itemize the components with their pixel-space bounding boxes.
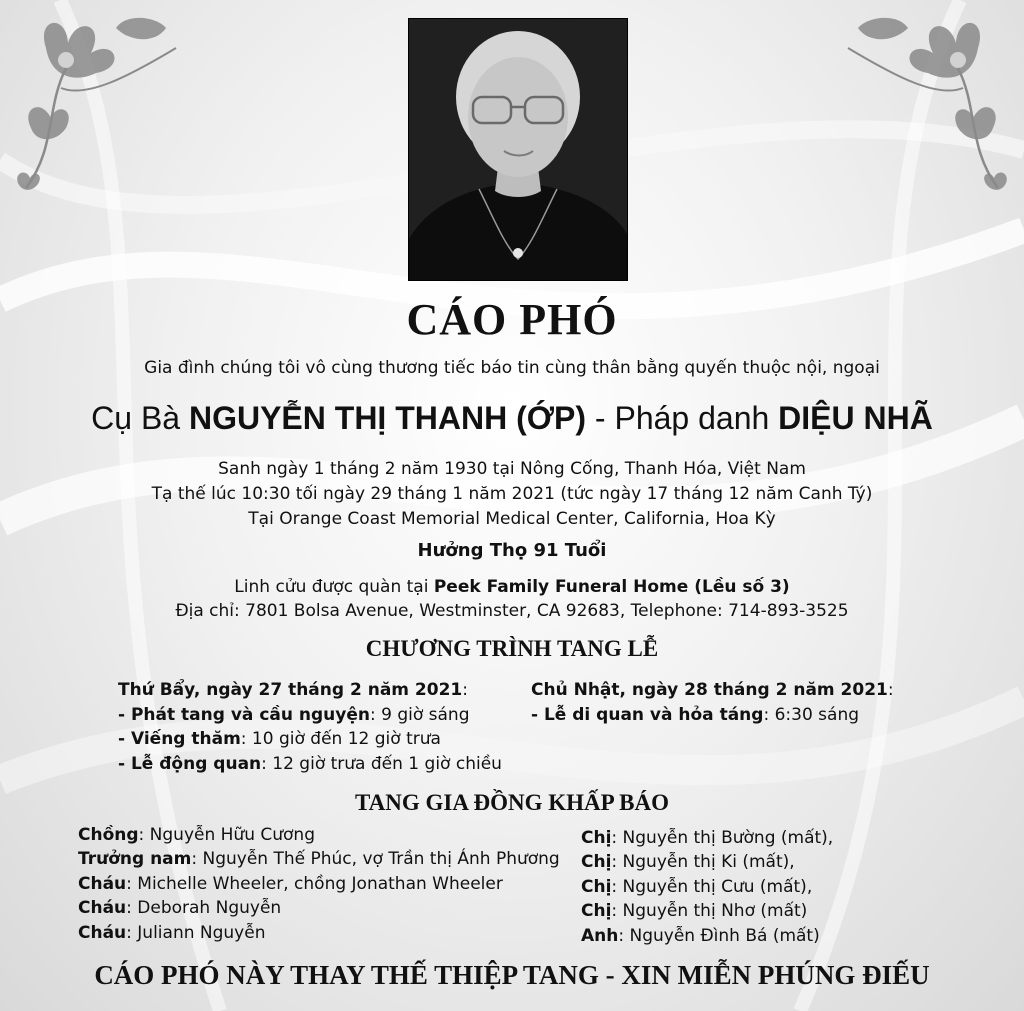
family-names: : Nguyễn thị Bường (mất), (611, 828, 834, 848)
family-names: : Deborah Nguyễn (126, 898, 282, 919)
page-title: CÁO PHÓ (406, 295, 618, 344)
schedule-date: Thứ Bẩy, ngày 27 tháng 2 năm 2021: (118, 680, 468, 700)
family-relation: Chị (581, 828, 612, 848)
schedule-date-text: Chủ Nhật, ngày 28 tháng 2 năm 2021 (531, 680, 888, 700)
schedule-date-text: Thứ Bẩy, ngày 27 tháng 2 năm 2021 (118, 680, 463, 700)
family-relation: Cháu (78, 922, 127, 943)
schedule-item (118, 752, 502, 777)
family-member (581, 899, 833, 923)
dharma-name: DIỆU NHÃ (778, 400, 933, 436)
family-member (78, 921, 560, 945)
schedule-item-time: : 10 giờ đến 12 giờ trưa (240, 729, 441, 749)
funeral-home-name: Peek Family Funeral Home (Lều số 3) (433, 577, 790, 597)
death-info: Tạ thế lúc 10:30 tối ngày 29 tháng 1 năm 2021 (tức ngày 17 tháng 12 năm Canh Tý) (151, 484, 873, 504)
schedule-date: Chủ Nhật, ngày 28 tháng 2 năm 2021: (531, 680, 894, 700)
birth-info: Sanh ngày 1 tháng 2 năm 1930 tại Nông Cống, Thanh Hóa, Việt Nam (218, 459, 806, 479)
family-relation: Chị (581, 852, 612, 873)
family-names: : Nguyễn Đình Bá (mất) (618, 925, 820, 946)
deceased-name-line (0, 400, 1024, 437)
portrait-photo (408, 18, 628, 281)
family-names: : Nguyễn thị Nhơ (mất) (611, 901, 808, 922)
family-relation: Chị (581, 901, 612, 922)
family-list-left (78, 823, 560, 945)
funeral-home-address: Địa chỉ: 7801 Bolsa Avenue, Westminster, CA 92683, Telephone: 714-893-3525 (175, 601, 849, 621)
family-member (581, 850, 833, 874)
family-heading: TANG GIA ĐỒNG KHẤP BÁO (355, 790, 669, 815)
schedule-item (118, 703, 502, 728)
family-names: : Michelle Wheeler, chồng Jonathan Wheeler (126, 873, 503, 894)
name-prefix: Cụ Bà (91, 400, 189, 436)
family-names: : Nguyễn thị Ki (mất), (611, 852, 795, 873)
family-member (581, 924, 833, 948)
schedule-item-time: : 9 giờ sáng (369, 704, 470, 725)
footer-notice: CÁO PHÓ NÀY THAY THẾ THIỆP TANG - XIN MIỄN PHÚNG ĐIẾU (94, 960, 930, 990)
family-member (78, 872, 560, 896)
deceased-name: NGUYỄN THỊ THANH (ỚP) (188, 400, 587, 436)
family-names: : Juliann Nguyễn (126, 922, 266, 943)
age-line: Hưởng Thọ 91 Tuổi (417, 540, 607, 561)
lotus-ornament-left (6, 8, 206, 198)
family-relation: Chồng (78, 825, 139, 845)
portrait-illustration (409, 19, 627, 280)
schedule-item (118, 727, 502, 752)
schedule-item-label: - Phát tang và cầu nguyện (118, 704, 370, 725)
schedule-day-2 (531, 678, 894, 727)
family-names: : Nguyễn thị Cưu (mất), (611, 876, 813, 897)
family-relation: Trưởng nam (78, 849, 192, 870)
family-relation: Anh (581, 925, 619, 946)
family-member (78, 823, 560, 847)
family-list-right (581, 826, 833, 948)
family-names: : Nguyễn Hữu Cương (138, 825, 315, 845)
family-relation: Cháu (78, 873, 127, 894)
schedule-item-time: : 6:30 sáng (763, 704, 860, 725)
family-member (78, 896, 560, 920)
death-place: Tại Orange Coast Memorial Medical Center, California, Hoa Kỳ (248, 509, 776, 529)
family-relation: Cháu (78, 898, 127, 919)
family-member (581, 826, 833, 850)
family-member (78, 847, 560, 871)
lotus-ornament-right (818, 8, 1018, 198)
schedule-item-time: : 12 giờ trưa đến 1 giờ chiều (261, 753, 502, 774)
schedule-item-label: - Lễ di quan và hỏa táng (531, 704, 764, 725)
program-heading: CHƯƠNG TRÌNH TANG LỄ (365, 636, 659, 661)
family-relation: Chị (581, 876, 612, 897)
schedule-item (531, 703, 894, 728)
family-member (581, 875, 833, 899)
schedule-item-label: - Lễ động quan (118, 753, 262, 774)
family-names: : Nguyễn Thế Phúc, vợ Trần thị Ánh Phương (191, 849, 560, 870)
viewing-location (0, 577, 1024, 597)
schedule-item-label: - Viếng thăm (118, 729, 241, 749)
intro-text: Gia đình chúng tôi vô cùng thương tiếc báo tin cùng thân bằng quyến thuộc nội, ngoại (144, 358, 880, 378)
viewing-prefix: Linh cửu được quàn tại (234, 577, 434, 597)
schedule-day-1 (118, 678, 502, 776)
dharma-name-label: - Pháp danh (586, 400, 779, 436)
